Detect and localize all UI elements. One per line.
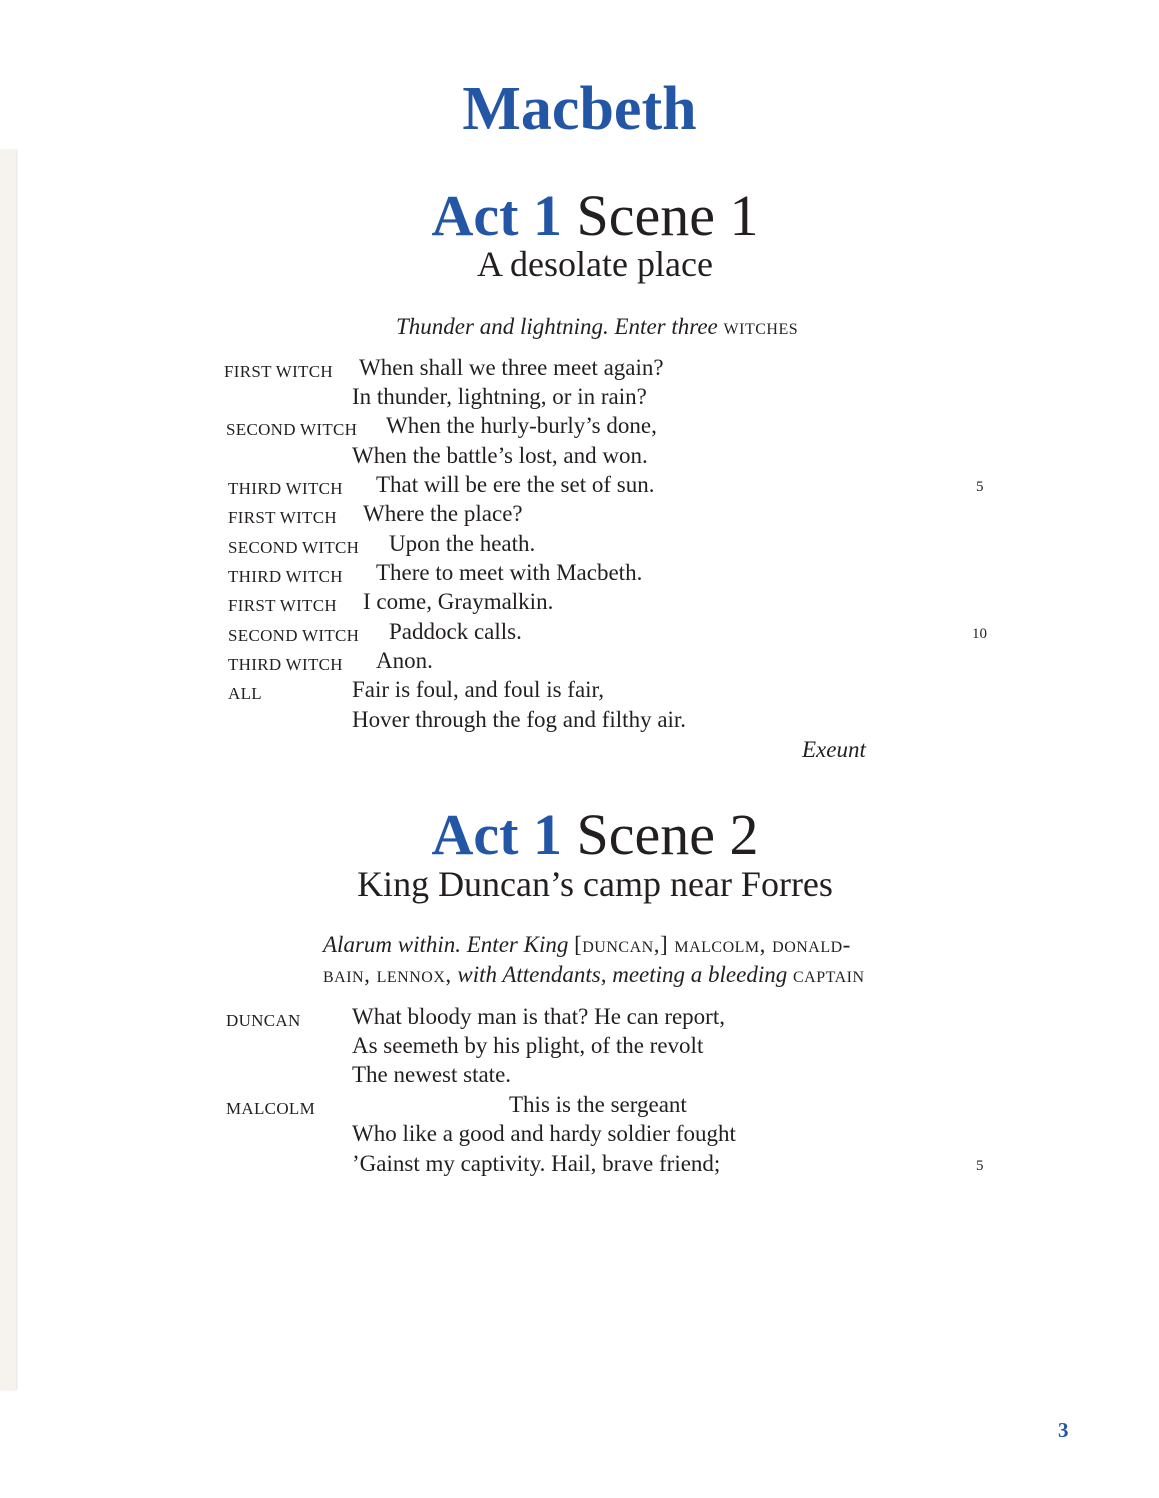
line-text: As seemeth by his plight, of the revolt <box>352 1033 704 1058</box>
scene1-direction-text: Thunder and lightning. Enter three <box>396 314 718 339</box>
line-number: 10 <box>972 626 987 642</box>
dialogue-line <box>0 444 1159 474</box>
dialogue-line <box>0 678 1159 708</box>
line-text: Paddock calls. <box>389 619 522 644</box>
line-text: Fair is foul, and foul is fair, <box>352 677 605 702</box>
scene2-act: Act 1 <box>431 802 562 867</box>
speaker: ALL <box>228 684 262 703</box>
line-text: Hover through the fog and filthy air. <box>352 707 687 732</box>
dialogue-line <box>0 708 1159 738</box>
speaker: THIRD WITCH <box>228 567 343 586</box>
dialogue-line <box>0 356 1159 386</box>
speaker: FIRST WITCH <box>224 362 333 381</box>
line-text: Where the place? <box>363 501 523 526</box>
line-text: There to meet with Macbeth. <box>376 560 643 585</box>
speaker: THIRD WITCH <box>228 479 343 498</box>
scene1-place: A desolate place <box>477 244 713 284</box>
scene2-direction-part1: Alarum within. Enter King <box>323 932 569 957</box>
scene1-direction-names: witches <box>723 314 799 339</box>
dialogue-line <box>0 473 1159 503</box>
speaker: MALCOLM <box>226 1099 315 1118</box>
scene2-place: King Duncan’s camp near Forres <box>357 864 833 904</box>
line-text: What bloody man is that? He can report, <box>352 1004 725 1029</box>
line-text: When the hurly-burly’s done, <box>386 413 657 438</box>
line-text: In thunder, lightning, or in rain? <box>352 384 647 409</box>
speaker: DUNCAN <box>226 1011 301 1030</box>
dialogue-line <box>0 1005 1159 1035</box>
scene2-direction-part3: with Attendants, meeting a bleeding <box>457 962 788 987</box>
play-title: Macbeth <box>462 75 697 143</box>
scene1-stage-direction <box>396 315 798 338</box>
dialogue-line <box>0 385 1159 415</box>
line-text: When shall we three meet again? <box>359 355 664 380</box>
line-text: ’Gainst my captivity. Hail, brave friend; <box>352 1151 721 1176</box>
speaker: SECOND WITCH <box>228 538 360 557</box>
speaker: FIRST WITCH <box>228 596 337 615</box>
dialogue-line <box>0 561 1159 591</box>
scene2-scene: Scene 2 <box>576 802 759 867</box>
dialogue-line <box>0 1152 1159 1182</box>
speaker: SECOND WITCH <box>226 420 358 439</box>
page-number: 3 <box>1058 1418 1069 1442</box>
dialogue-line <box>0 649 1159 679</box>
page-edge <box>0 150 16 1390</box>
dialogue-line <box>0 1034 1159 1064</box>
speaker: THIRD WITCH <box>228 655 343 674</box>
line-text: Who like a good and hardy soldier fought <box>352 1121 736 1146</box>
line-number: 5 <box>976 1158 984 1174</box>
line-text: This is the sergeant <box>509 1092 687 1117</box>
dialogue-line <box>0 414 1159 444</box>
scene2-heading <box>0 802 1159 867</box>
speaker: FIRST WITCH <box>228 508 337 527</box>
scene1-heading <box>0 183 1159 248</box>
line-text: I come, Graymalkin. <box>363 589 554 614</box>
dialogue-line <box>0 1063 1159 1093</box>
dialogue-line <box>0 502 1159 532</box>
dialogue-line <box>0 590 1159 620</box>
line-number: 5 <box>976 479 984 495</box>
scene2-stage-direction <box>323 930 883 990</box>
dialogue-line <box>0 1122 1159 1152</box>
line-text: Upon the heath. <box>389 531 536 556</box>
scene2-direction-names: [duncan,] malcolm, donald-bain, lennox, <box>323 932 851 987</box>
scene1-act: Act 1 <box>431 183 562 248</box>
line-text: That will be ere the set of sun. <box>376 472 655 497</box>
scene1-scene: Scene 1 <box>576 183 759 248</box>
scene2-direction-captain: captain <box>792 962 865 987</box>
scene1-exit-direction: Exeunt <box>802 737 866 762</box>
dialogue-line <box>0 620 1159 650</box>
dialogue-line <box>0 532 1159 562</box>
line-text: Anon. <box>376 648 433 673</box>
dialogue-line <box>0 1093 1159 1123</box>
line-text: The newest state. <box>352 1062 512 1087</box>
speaker: SECOND WITCH <box>228 626 360 645</box>
line-text: When the battle’s lost, and won. <box>352 443 648 468</box>
